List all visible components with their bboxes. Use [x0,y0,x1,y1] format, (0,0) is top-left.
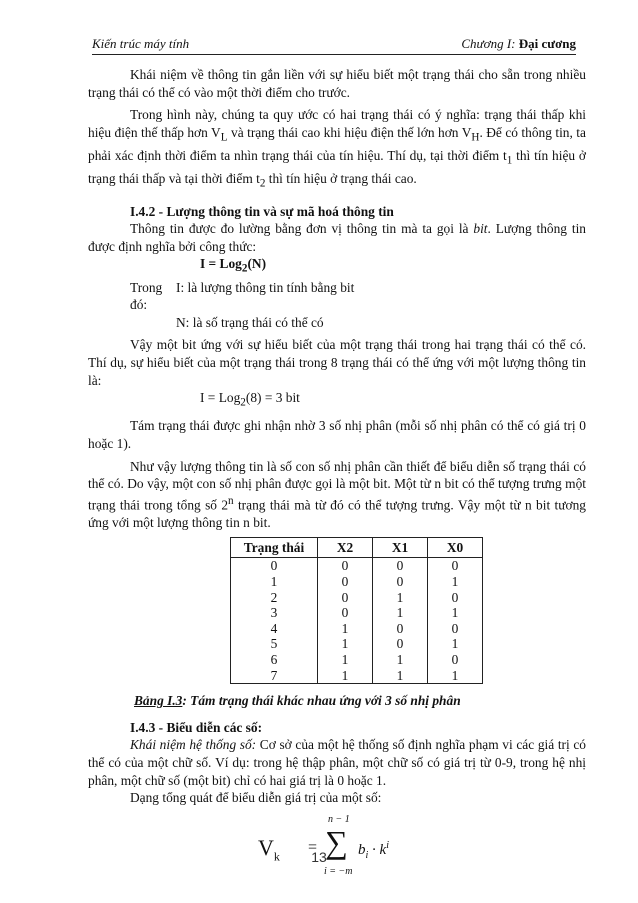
table-cell: 0 [231,558,318,574]
table-cell: 1 [318,636,373,652]
paragraph-bit-definition [88,220,586,255]
table-cell: 1 [428,668,483,684]
table-cell: 1 [318,652,373,668]
caption-text: : Tám trạng thái khác nhau ứng với 3 số nhị phân [182,693,461,709]
where-i: I: là lượng thông tin tính bằng bit [176,279,355,295]
caption-label: Bảng I.3 [134,693,183,709]
formula-part: (N) [247,256,267,272]
section-heading-1-4-3: I.4.3 - Biểu diễn các số: [130,719,263,735]
table-cell: 1 [318,668,373,684]
sum-upper-limit: n − 1 [328,813,350,825]
header-chapter-label: Chương I: [461,36,516,51]
table-cell: 1 [318,621,373,637]
table-cell: 1 [428,574,483,590]
header-chapter-title: Đại cương [518,36,576,51]
paragraph-number-system [88,736,586,789]
paragraph-eight-states: Tám trạng thái được ghi nhận nhờ 3 số nhị phân (mỗi số nhị phân có thể có giá trị 0 hoặc 1). [88,418,586,452]
page-header [92,28,576,55]
header-book-title: Kiến trúc máy tính [92,36,190,51]
table-cell: 0 [428,621,483,637]
formula-equals: = [308,838,318,856]
text-run: thì tín hiệu ở trạng thái thấp và tại thời điểm t [88,148,586,187]
table-row [231,558,483,574]
table-caption [134,692,586,710]
text-run: Cơ sở của một hệ thống số định nghĩa phạm vi các giá trị có thể có của một chữ số. Ví dụ: trong hệ thập phân, một chữ số có giá trị từ 0-9, trong hệ nhị phân, một chữ số (một bit) chỉ có hai giá trị là 0 hoặc 1. [88,737,587,788]
table-cell: 1 [231,574,318,590]
table-row [231,574,483,590]
term-k: · k [368,841,387,858]
formula-k-subscript: k [273,849,280,864]
table-cell: 1 [373,668,428,684]
table-cell: 4 [231,621,318,637]
table-cell: 0 [318,574,373,590]
column-header-x1: X1 [373,538,428,558]
subscript-2: 2 [259,177,266,190]
subscript-1: 1 [506,154,513,167]
table-cell: 0 [428,652,483,668]
formula-subscript: 2 [240,396,246,409]
table-cell: 1 [373,652,428,668]
text-run: Trong hình này, chúng ta quy ước có hai trạng thái có ý nghĩa: trạng thái thấp khi hiệu điện thế thấp hơn V [88,107,586,140]
table-cell: 1 [373,590,428,606]
section-heading-1-4-2: I.4.2 - Lượng thông tin và sự mã hoá thông tin [130,203,394,219]
table-cell: 1 [428,605,483,621]
text-run: . Lượng thông tin được định nghĩa bởi công thức: [88,221,587,254]
table-cell: 0 [428,558,483,574]
formula-part: (8) = 3 bit [245,390,300,406]
formula-subscript: 2 [241,263,248,276]
column-header-x2: X2 [318,538,373,558]
table-header-row [231,538,483,558]
table-row [231,652,483,668]
paragraph-general-form: Dạng tổng quát để biểu diễn giá trị của một số: [130,790,382,806]
table-row [231,621,483,637]
term-b: b [358,841,366,858]
table-cell: 0 [318,558,373,574]
term-i-subscript: i [365,849,369,861]
where-label: Trong đó: [130,279,163,313]
term-i-superscript: i [386,839,389,851]
table-cell: 1 [373,605,428,621]
table-cell: 0 [428,590,483,606]
where-clause [88,279,586,314]
formula-log-8 [88,389,586,412]
sum-lower-limit: i = −m [324,865,353,877]
superscript-n: n [228,494,234,507]
table-cell: 5 [231,636,318,652]
column-header-state: Trạng thái [231,538,318,558]
formula-information-log [88,255,586,278]
paragraph-voltage-states [88,106,586,193]
text-run: Thông tin được đo lường bằng đơn vị thông tin mà ta gọi là [130,221,474,237]
table-cell: 0 [373,636,428,652]
subscript-l: L [220,131,228,144]
term-number-system: Khái niệm hệ thống số: [130,737,257,753]
paragraph-bit-example: Vậy một bit ứng với sự hiểu biết của một trạng thái trong hai trạng thái có thể có. Thí dụ, sự hiểu biết của một trạng thái trong 8 trạng thái có thể ứng với một lượng thông tin là: [88,337,586,388]
text-run: Như vậy lượng thông tin là số con số nhị phân cần thiết để biểu diễn số trạng thái có thể có. Do vậy, một con số nhị phân được gọi là một bit. Một từ n bit có thể tượng trưng một trạng thái trong tổng số 2 [88,458,586,513]
where-n: N: là số trạng thái có thể có [176,314,324,330]
text-run: trạng thái mà từ đó có thể tượng trưng. Vậy một từ n bit tương ứng với một lượng thông tin n bit. [88,497,586,530]
text-run: và trạng thái cao khi hiệu điện thế lớn hơn V [227,124,472,140]
binary-states-table [230,537,483,684]
table-row [231,636,483,652]
text-run: thì tín hiệu ở trạng thái cao. [265,171,417,187]
table-cell: 6 [231,652,318,668]
table-cell: 2 [231,590,318,606]
table-cell: 7 [231,668,318,684]
header-chapter [461,36,576,52]
text-run: . Để có thông tin, ta phải xác định thời điểm ta nhìn trạng thái của tín hiệu. Thí dụ, tại thời điểm t [88,124,586,164]
table-cell: 1 [428,636,483,652]
table-cell: 0 [318,605,373,621]
formula-part: I = Log [200,390,241,406]
term-bit: bit [473,221,488,237]
table-row [231,605,483,621]
column-header-x0: X0 [428,538,483,558]
table-cell: 0 [318,590,373,606]
page-body [88,66,586,883]
formula-part: I = Log [200,256,242,272]
formula-v: V [258,834,274,860]
paragraph-n-bit-word [88,458,586,532]
page-number: 13 [311,849,327,865]
subscript-h: H [471,131,480,144]
table-cell: 3 [231,605,318,621]
summation-formula [88,811,586,883]
table-row [231,590,483,606]
table-cell: 0 [373,621,428,637]
paragraph-information-concept: Khái niệm về thông tin gắn liền với sự hiểu biết một trạng thái cho sẵn trong nhiều trạng thái có thể có vào một thời điểm cho trước. [88,67,586,100]
table-row [231,668,483,684]
table-cell: 0 [373,574,428,590]
sigma-symbol: ∑ [325,823,348,860]
table-cell: 0 [373,558,428,574]
